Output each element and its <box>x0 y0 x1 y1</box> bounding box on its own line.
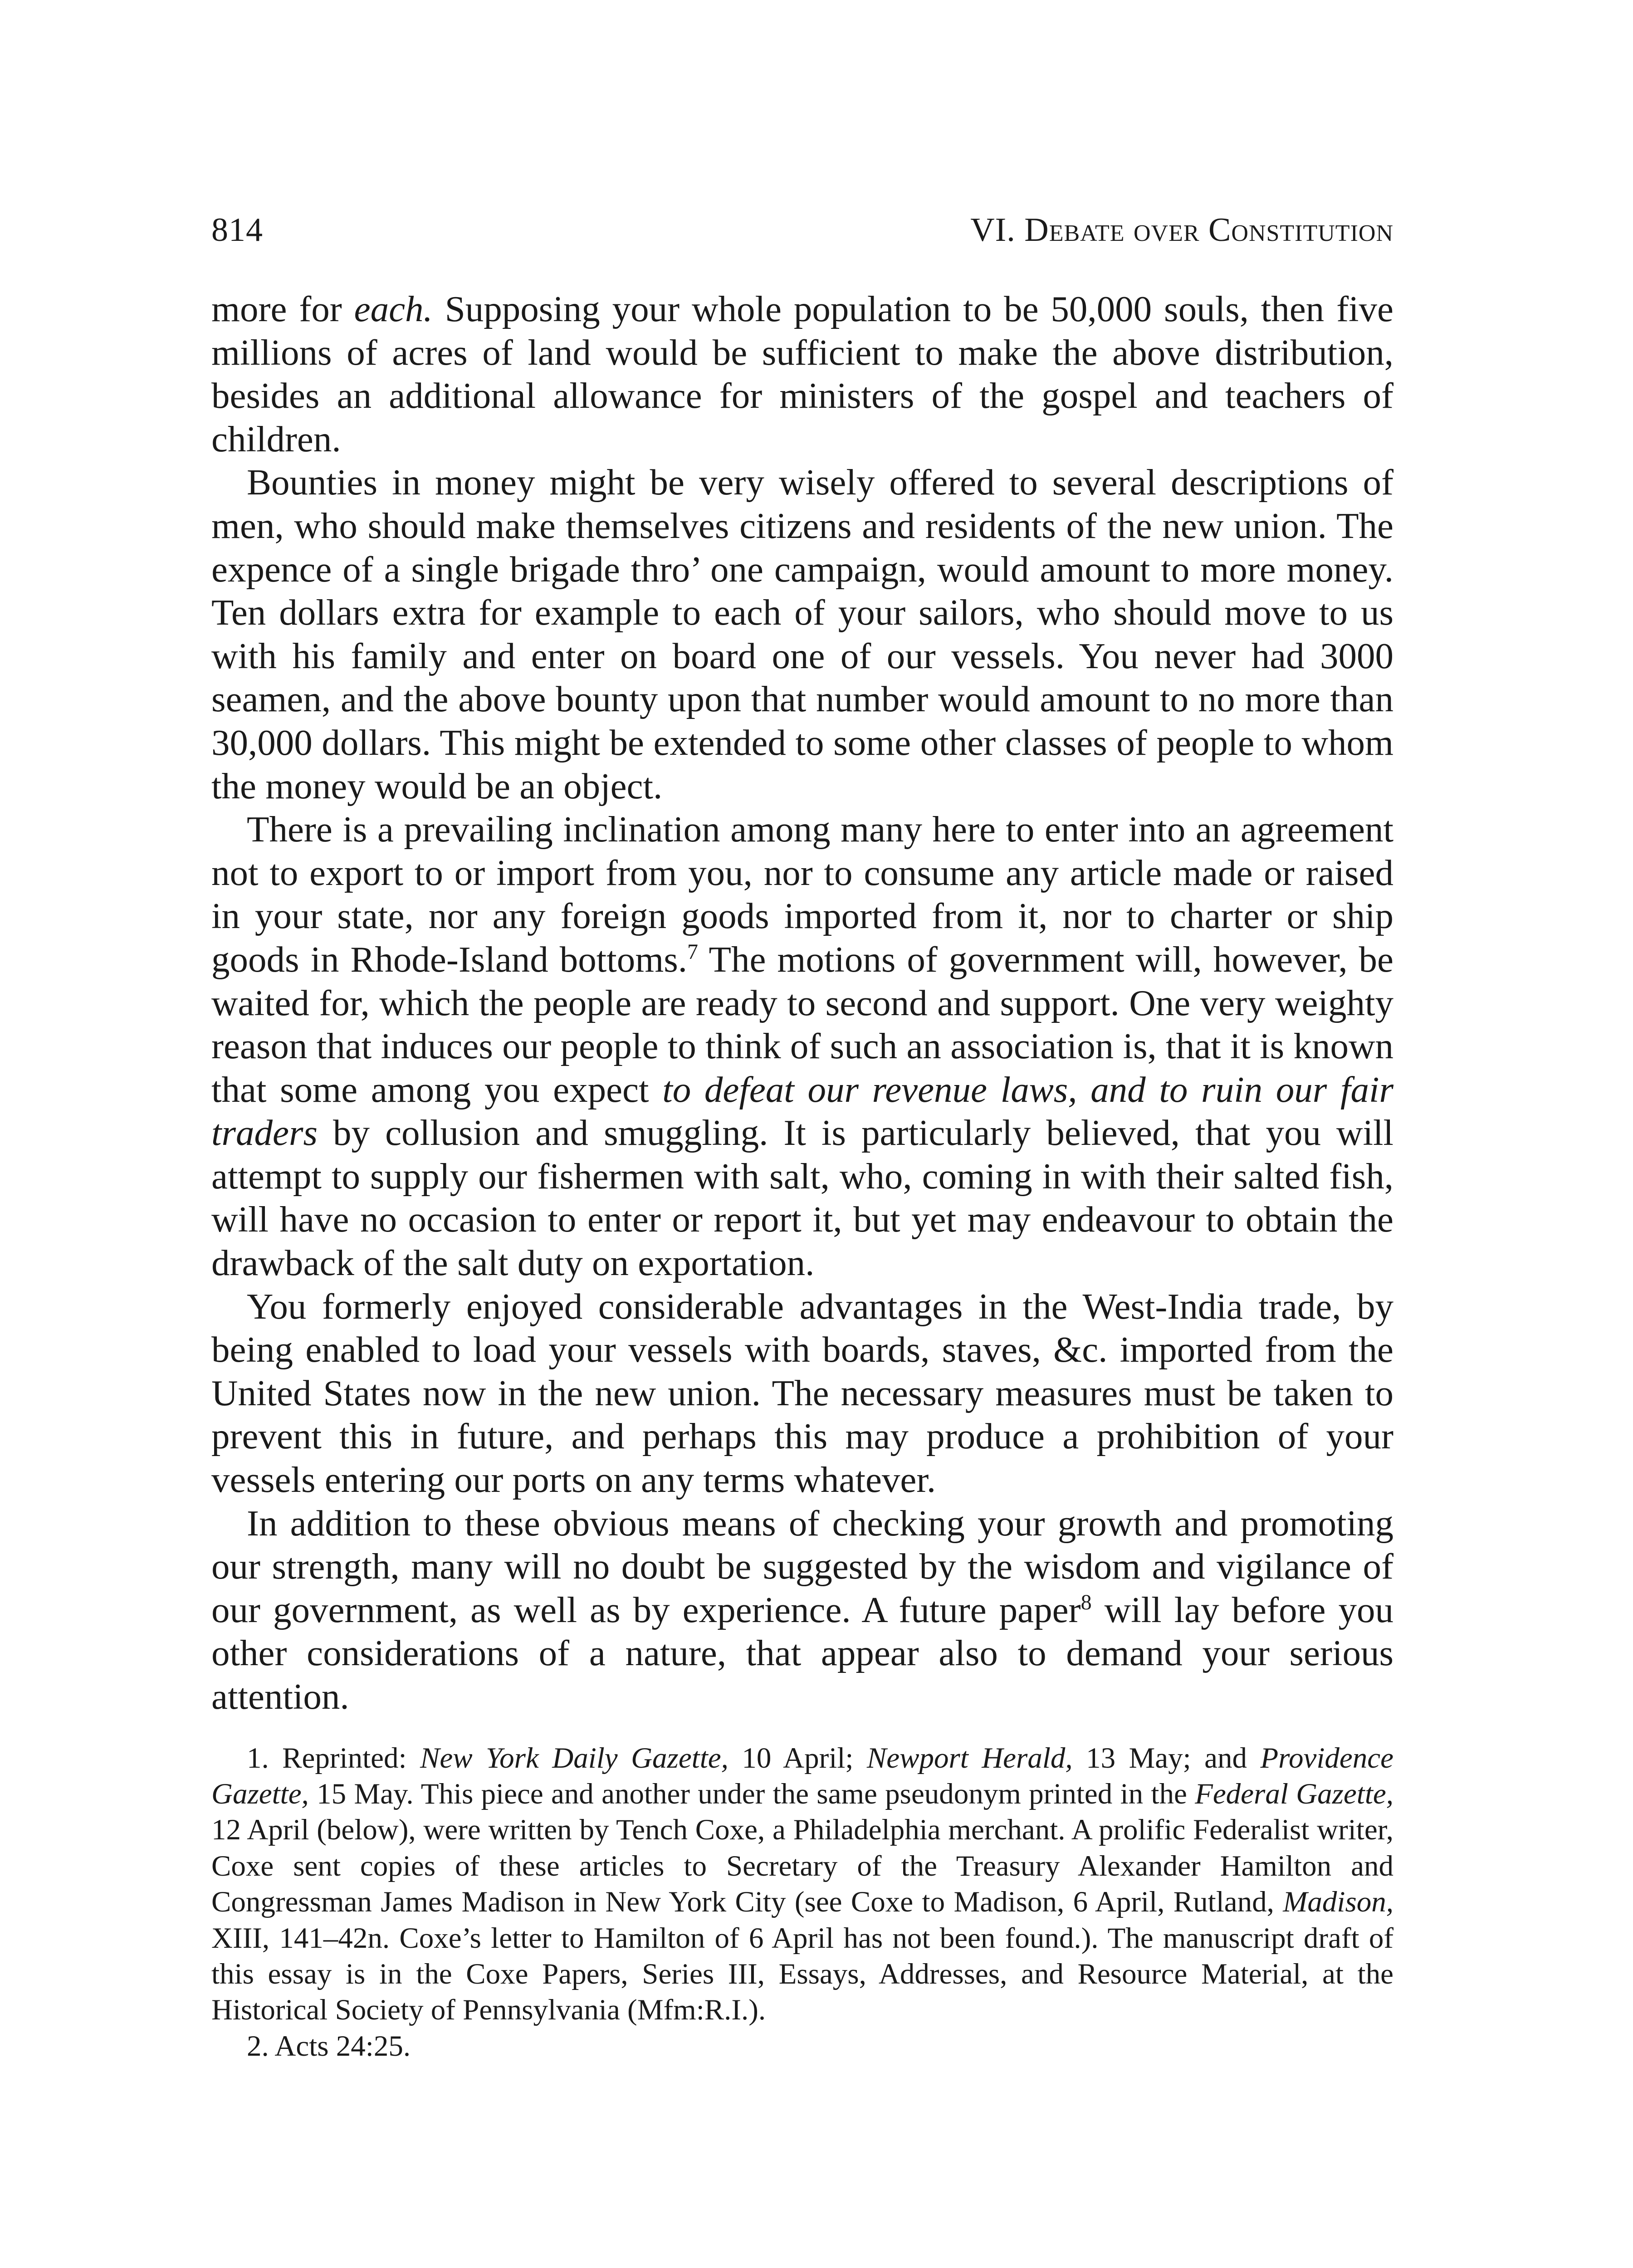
fn1-italic-madison: Madison, <box>1283 1886 1393 1919</box>
footnote-1 <box>211 1740 1393 2028</box>
p1-text-c: Supposing your whole population to be 50,000 souls, then five millions of acres of land would be sufficient to make the above distribution, besides an additional allowance for ministers of the gospel and teachers of children. <box>211 288 1393 459</box>
fn1-text-g: 15 May. This piece and another under the same pseudonym printed in the <box>308 1778 1195 1810</box>
fn1-italic-federal: Federal Gazette, <box>1195 1778 1393 1810</box>
page-number: 814 <box>211 211 263 249</box>
p3-text-a: There is a prevailing inclination among many here to enter into an agreement not to export to or import from you, nor to consume any article made or raised in your state, nor any foreign goods imported from it, nor to charter or ship goods in Rhode-Island bottoms. <box>211 809 1393 980</box>
p1-italic-each: each. <box>354 288 433 329</box>
paragraph-4: You formerly enjoyed considerable advantages in the West-India trade, by being enabled to load your vessels with boards, staves, &c. imported from the United States now in the new union. The necessary measures must be taken to prevent this in future, and perhaps this may produce a prohibition of your vessels entering our ports on any terms whatever. <box>211 1286 1393 1501</box>
footnote-2: 2. Acts 24:25. <box>247 2029 411 2063</box>
fn1-italic-providence: Providence Gazette, <box>211 1741 1393 1810</box>
fn1-italic-newport: Newport Herald, <box>866 1741 1073 1774</box>
running-title: VI. Debate over Constitution <box>970 211 1393 249</box>
paragraph-5 <box>211 1502 1393 1719</box>
p5-text-b: will lay before you other considerations of a nature, that appear also to demand your serious attention. <box>211 1589 1393 1717</box>
p3-text-b: The motions of government will, however, be waited for, which the people are ready to second and support. One very weighty reason that induces our people to think of such an association is, that it is known that some among you expect <box>211 938 1393 1110</box>
fn1-text-k: XIII, 141–42n. Coxe’s letter to Hamilton of 6 April has not been found.). The manuscript draft of this essay is in the Coxe Papers, Series III, Essays, Addresses, and Resource Material, at the Historical Society of Pennsylvania (Mfm:R.I.). <box>211 1921 1393 2027</box>
book-page <box>211 213 1393 2064</box>
p5-text-a: In addition to these obvious means of checking your growth and promoting our strength, many will no doubt be suggested by the wisdom and vigilance of our government, as well as by experience. A future paper <box>211 1502 1393 1630</box>
paragraph-1 <box>211 288 1393 461</box>
footnote-ref-7[interactable]: 7 <box>687 939 699 964</box>
fn1-text-e: 13 May; and <box>1072 1741 1261 1774</box>
fn1-italic-nydg: New York Daily Gazette, <box>420 1741 728 1774</box>
p1-text-a: more for <box>211 288 354 329</box>
fn1-text-i: 12 April (below), were written by Tench Coxe, a Philadelphia merchant. A prolific Federalist writer, Coxe sent copies of these articles to Secretary of the Treasury Alexander Hamilton and Congressman James Madison in New York City (see Coxe to Madison, 6 April, Rutland, <box>211 1813 1393 1919</box>
fn1-text-a: 1. Reprinted: <box>247 1741 420 1774</box>
footnotes <box>211 1740 1393 2065</box>
paragraph-2: Bounties in money might be very wisely offered to several descriptions of men, who should make themselves citizens and residents of the new union. The expence of a single brigade thro’ one campaign, would amount to more money. Ten dollars extra for example to each of your sailors, who should move to us with his family and enter on board one of our vessels. You never had 3000 seamen, and the above bounty upon that number would amount to no more than 30,000 dollars. This might be extended to some other classes of people to whom the money would be an object. <box>211 462 1393 807</box>
running-head <box>211 213 1393 247</box>
p3-italic-phrase: to defeat our revenue laws, and to ruin our fair traders <box>211 1069 1393 1154</box>
fn1-text-c: 10 April; <box>728 1741 867 1774</box>
paragraph-3 <box>211 808 1393 1285</box>
footnote-ref-8[interactable]: 8 <box>1081 1590 1092 1614</box>
p3-text-d: by collusion and smuggling. It is particularly believed, that you will attempt to supply our fishermen with salt, who, coming in with their salted fish, will have no occasion to enter or report it, but yet may endeavour to obtain the drawback of the salt duty on exportation. <box>211 1112 1393 1284</box>
main-text <box>211 288 1393 1719</box>
